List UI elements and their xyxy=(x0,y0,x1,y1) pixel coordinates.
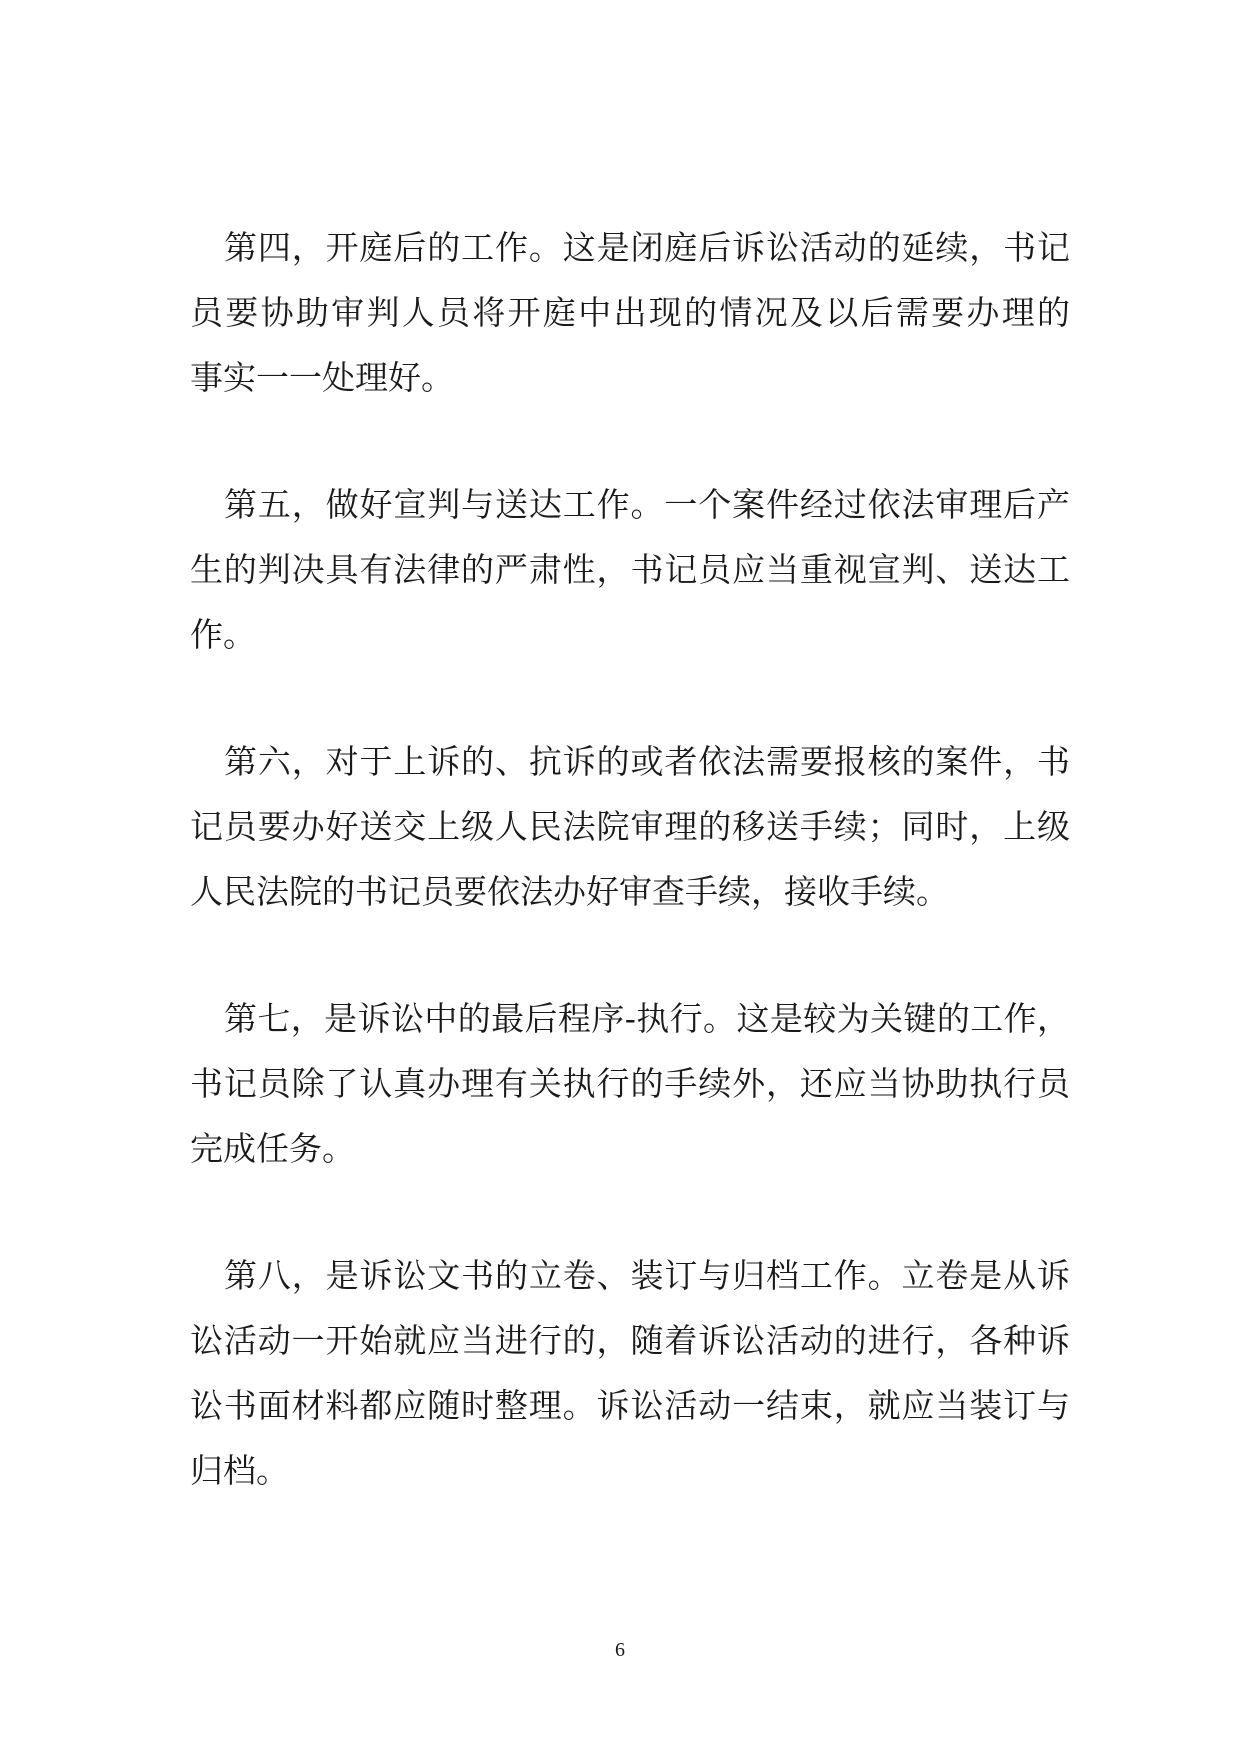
paragraph-4-line-3: 完成任务。 xyxy=(190,1129,355,1168)
paragraph-4-line-2: 书记员除了认真办理有关执行的手续外，还应当协助执行员 xyxy=(190,1064,1070,1103)
paragraph-5-line-1: 第八，是诉讼文书的立卷、装订与归档工作。立卷是从诉 xyxy=(224,1256,1070,1295)
paragraph-1-line-2: 员要协助审判人员将开庭中出现的情况及以后需要办理的 xyxy=(190,293,1070,332)
paragraph-2-line-2: 生的判决具有法律的严肃性，书记员应当重视宣判、送达工 xyxy=(190,550,1070,589)
paragraph-3-line-2: 记员要办好送交上级人民法院审理的移送手续；同时，上级 xyxy=(190,807,1070,846)
paragraph-5-line-4: 归档。 xyxy=(190,1451,289,1490)
paragraph-2-line-3: 作。 xyxy=(190,615,256,654)
paragraph-3-line-3: 人民法院的书记员要依法办好审查手续，接收手续。 xyxy=(190,872,949,911)
paragraph-3-line-1: 第六，对于上诉的、抗诉的或者依法需要报核的案件，书 xyxy=(224,742,1070,781)
paragraph-4-line-1: 第七，是诉讼中的最后程序-执行。这是较为关键的工作， xyxy=(224,999,1070,1038)
paragraph-2-line-1: 第五，做好宣判与送达工作。一个案件经过依法审理后产 xyxy=(224,485,1070,524)
paragraph-5-line-3: 讼书面材料都应随时整理。诉讼活动一结束，就应当装订与 xyxy=(190,1386,1070,1425)
paragraph-5-line-2: 讼活动一开始就应当进行的，随着诉讼活动的进行，各种诉 xyxy=(190,1321,1070,1360)
paragraph-1-line-1: 第四，开庭后的工作。这是闭庭后诉讼活动的延续，书记 xyxy=(224,228,1070,267)
page-number: 6 xyxy=(615,1639,625,1661)
paragraph-1-line-3: 事实一一处理好。 xyxy=(190,358,454,397)
